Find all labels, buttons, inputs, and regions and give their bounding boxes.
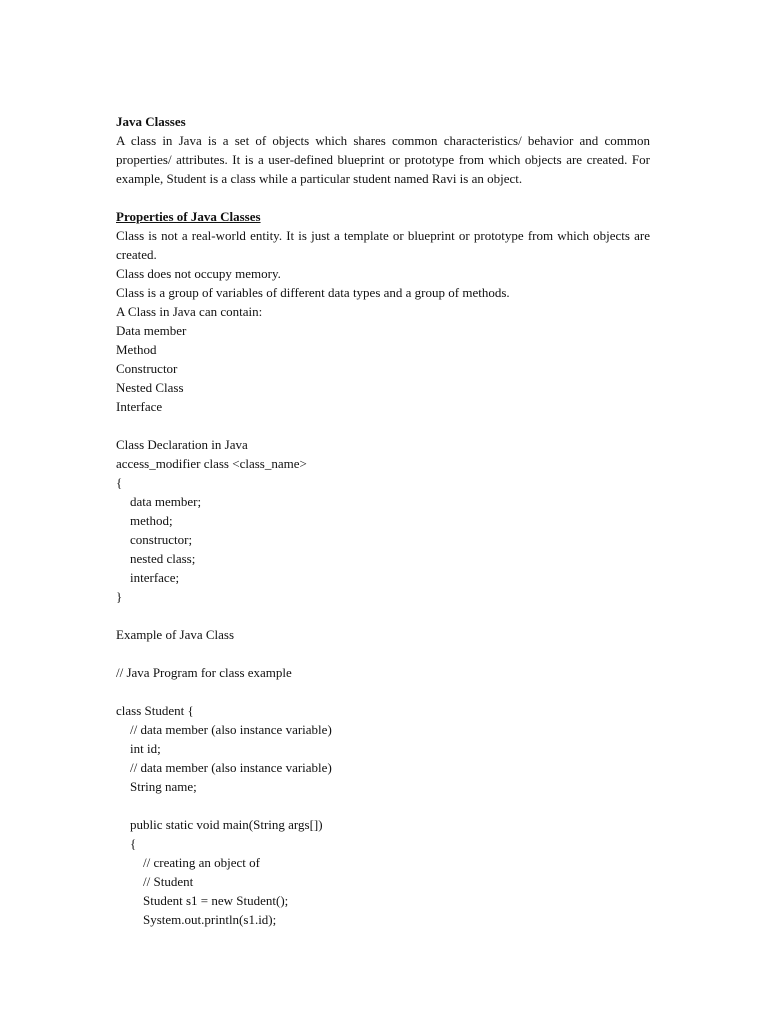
properties-paragraph-2: Class does not occupy memory. bbox=[116, 266, 281, 281]
declaration-heading: Class Declaration in Java bbox=[116, 437, 248, 452]
declaration-member: constructor; bbox=[130, 532, 193, 547]
list-item: Constructor bbox=[116, 361, 178, 376]
code-line: // data member (also instance variable) bbox=[130, 722, 332, 737]
example-heading: Example of Java Class bbox=[116, 627, 235, 642]
spacer bbox=[116, 188, 650, 207]
code-line: String name; bbox=[130, 779, 197, 794]
intro-paragraph: A class in Java is a set of objects which shares common characteristics/ behavior and common properties/ attributes. It is a user-defined blueprint or prototype from which objects are created. For example, Student is a class while a particular student named Ravi is an object. bbox=[116, 133, 650, 186]
list-item: Data member bbox=[116, 323, 187, 338]
code-line: Student s1 = new Student(); bbox=[143, 893, 289, 908]
properties-paragraph-3: Class is a group of variables of different data types and a group of methods. bbox=[116, 285, 510, 300]
code-line: System.out.println(s1.id); bbox=[143, 912, 277, 927]
list-item: Nested Class bbox=[116, 380, 184, 395]
properties-paragraph-1: Class is not a real-world entity. It is just a template or blueprint or prototype from which objects are created. bbox=[116, 228, 650, 262]
declaration-member: interface; bbox=[130, 570, 180, 585]
declaration-signature: access_modifier class <class_name> bbox=[116, 456, 307, 471]
declaration-member: nested class; bbox=[130, 551, 196, 566]
spacer bbox=[116, 416, 650, 435]
declaration-member: method; bbox=[130, 513, 173, 528]
list-item: Method bbox=[116, 342, 157, 357]
code-line: int id; bbox=[130, 741, 161, 756]
properties-heading: Properties of Java Classes bbox=[116, 209, 261, 224]
properties-paragraph-4: A Class in Java can contain: bbox=[116, 304, 263, 319]
code-line bbox=[116, 796, 650, 815]
code-line: // creating an object of bbox=[143, 855, 260, 870]
code-line: // Student bbox=[143, 874, 194, 889]
document-page bbox=[116, 112, 650, 929]
spacer bbox=[116, 644, 650, 663]
code-line: { bbox=[130, 836, 137, 851]
spacer bbox=[116, 682, 650, 701]
declaration-member: data member; bbox=[130, 494, 202, 509]
code-line: // data member (also instance variable) bbox=[130, 760, 332, 775]
list-item: Interface bbox=[116, 399, 163, 414]
code-line: class Student { bbox=[116, 703, 194, 718]
declaration-close-brace: } bbox=[116, 589, 123, 604]
declaration-open-brace: { bbox=[116, 475, 123, 490]
document-title: Java Classes bbox=[116, 114, 186, 129]
example-comment: // Java Program for class example bbox=[116, 665, 292, 680]
spacer bbox=[116, 606, 650, 625]
code-line: public static void main(String args[]) bbox=[130, 817, 323, 832]
